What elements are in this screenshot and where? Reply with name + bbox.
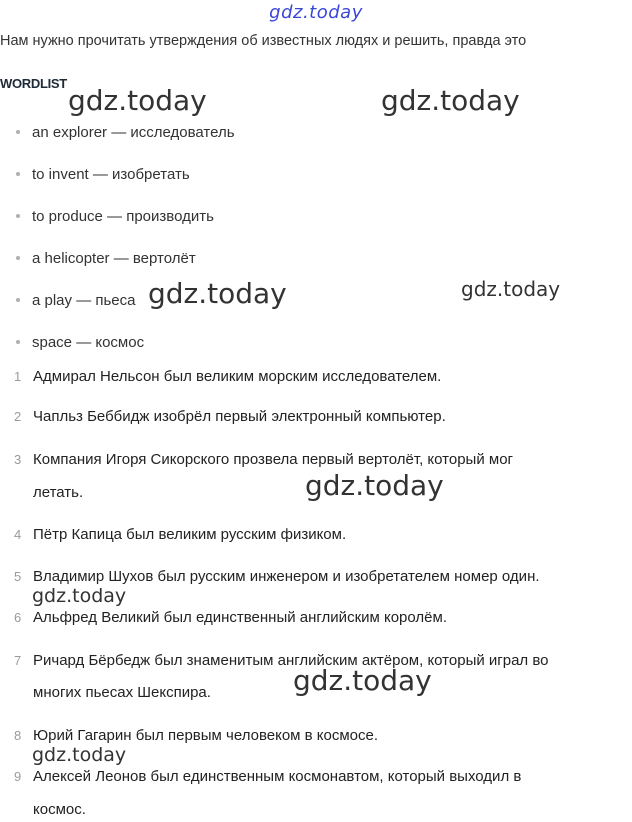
statement-item: 1 Адмирал Нельсон был великим морским исследователем.	[14, 368, 442, 385]
bullet-icon	[16, 214, 20, 218]
wordlist-item: a play — пьеса	[16, 292, 135, 309]
watermark: gdz.today	[461, 277, 561, 301]
watermark: gdz.today	[293, 664, 432, 697]
statement-item: 9 Алексей Леонов был единственным космонавтом, который выходил в	[14, 768, 522, 785]
watermark: gdz.today	[32, 744, 127, 766]
intro-text: Нам нужно прочитать утверждения об известных людях и решить, правда это	[0, 33, 527, 49]
watermark: gdz.today	[68, 84, 207, 117]
wordlist-item: space — космос	[16, 334, 144, 351]
bullet-icon	[16, 298, 20, 302]
statement-continuation: летать.	[33, 484, 84, 501]
statement-item: 6 Альфред Великий был единственный английским королём.	[14, 609, 447, 626]
watermark-top: gdz.today	[269, 2, 363, 23]
watermark: gdz.today	[305, 469, 444, 502]
statement-continuation: космос.	[33, 801, 86, 818]
bullet-icon	[16, 256, 20, 260]
statement-item: 7 Ричард Бёрбедж был знаменитым английским актёром, который играл во	[14, 652, 549, 669]
bullet-icon	[16, 340, 20, 344]
bullet-icon	[16, 130, 20, 134]
statement-item: 8 Юрий Гагарин был первым человеком в космосе.	[14, 727, 379, 744]
watermark: gdz.today	[381, 84, 520, 117]
bullet-icon	[16, 172, 20, 176]
watermark: gdz.today	[32, 585, 127, 607]
statement-item: 4 Пётр Капица был великим русским физиком.	[14, 526, 347, 543]
statement-item: 5 Владимир Шухов был русским инженером и изобретателем номер один.	[14, 568, 540, 585]
wordlist-item: a helicopter — вертолёт	[16, 250, 196, 267]
wordlist-item: an explorer — исследователь	[16, 124, 235, 141]
wordlist-heading: WORDLIST	[0, 76, 67, 91]
statement-item: 3 Компания Игоря Сикорского прозвела первый вертолёт, который мог	[14, 451, 514, 468]
wordlist-item: to invent — изобретать	[16, 166, 190, 183]
watermark: gdz.today	[148, 277, 287, 310]
statement-continuation: многих пьесах Шекспира.	[33, 684, 211, 701]
statement-item: 2 Чапльз Беббидж изобрёл первый электронный компьютер.	[14, 408, 446, 425]
wordlist-item: to produce — производить	[16, 208, 214, 225]
